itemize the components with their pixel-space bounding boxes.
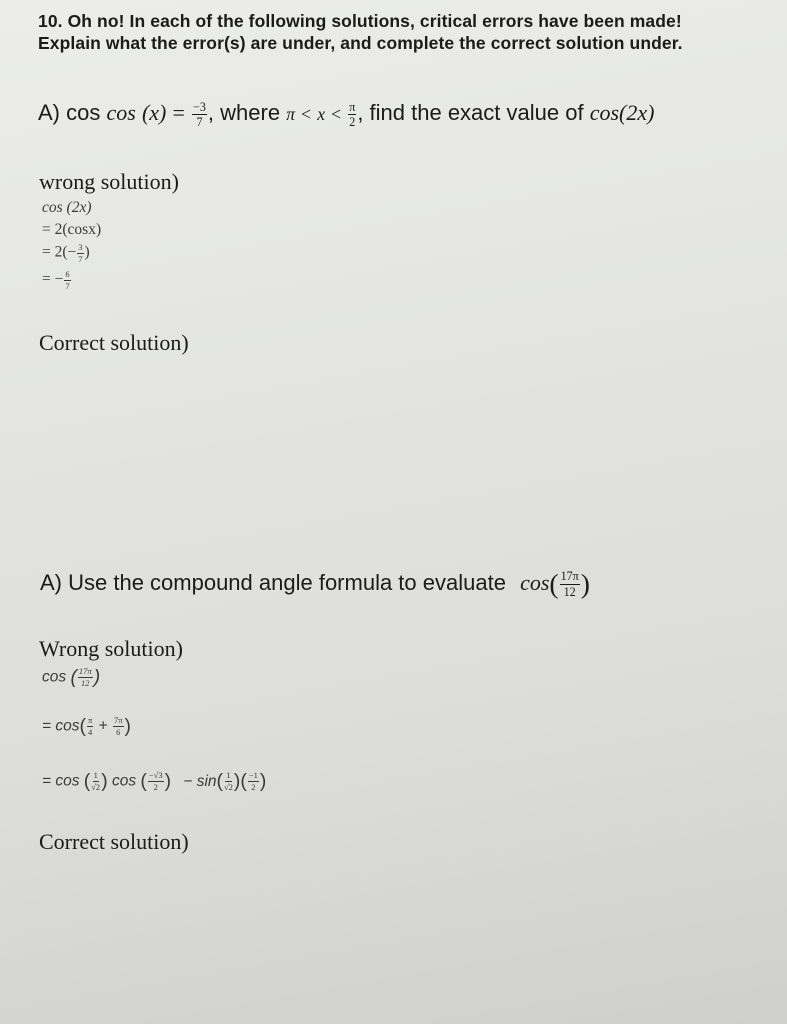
fraction-denominator: 7 xyxy=(196,114,203,129)
part-a1-value-fraction xyxy=(192,101,207,128)
fraction-numerator: π xyxy=(87,715,93,726)
paren-open: ( xyxy=(240,770,247,792)
part-a1-wrong-label: wrong solution) xyxy=(39,169,179,194)
step-fraction xyxy=(224,771,233,791)
fraction-numerator: 6 xyxy=(65,269,70,279)
paren-open: ( xyxy=(83,770,91,792)
fraction-numerator: 17π xyxy=(78,666,92,677)
part-a1-fn: cos xyxy=(106,100,136,125)
step-fn: − sin xyxy=(183,772,217,790)
step-fraction xyxy=(148,771,164,791)
part-a1-wrong-step4 xyxy=(42,270,72,290)
fraction-numerator: 3 xyxy=(78,242,83,252)
question-header-line2: Explain what the error(s) are under, and complete the correct solution under. xyxy=(38,33,683,53)
part-a2-arg-fraction xyxy=(560,570,580,597)
part-a1-pi: π xyxy=(286,104,296,124)
part-a1-correct-label: Correct solution) xyxy=(39,330,189,355)
part-a1-question xyxy=(38,100,654,128)
step-text: = cos xyxy=(42,772,80,790)
question-header-line1: 10. Oh no! In each of the following solutions, critical errors have been made! xyxy=(38,11,682,31)
fraction-numerator: π xyxy=(349,99,356,114)
part-a2-wrong-step1 xyxy=(42,666,100,689)
paren-open: ( xyxy=(216,770,223,792)
part-a2-wrong-label: Wrong solution) xyxy=(39,636,183,661)
part-a2-label: A) Use the compound angle formula to evaluate xyxy=(40,569,506,595)
fraction-numerator: 17π xyxy=(560,569,579,584)
paren-close: ) xyxy=(164,770,172,792)
part-a1-lt2: < xyxy=(331,104,342,124)
fraction-numerator: −√3 xyxy=(148,770,163,781)
fraction-denominator: 2 xyxy=(251,782,256,792)
paren-close: ) xyxy=(93,666,101,688)
paren-close: ) xyxy=(580,568,590,599)
step-fraction xyxy=(64,270,70,290)
step-fraction xyxy=(113,716,124,736)
part-a1-bound-fraction xyxy=(348,101,356,128)
fraction-denominator: 7 xyxy=(65,280,70,291)
step-fraction xyxy=(248,771,259,791)
part-a2-wrong-step3 xyxy=(42,770,266,793)
paren-open: ( xyxy=(140,770,147,792)
step-fn: cos xyxy=(42,668,67,686)
paren-close: ) xyxy=(101,770,108,792)
fraction-numerator: 1 xyxy=(226,770,231,781)
fraction-denominator: √2 xyxy=(223,782,233,792)
part-a1-wrong-step2: = 2(cosx) xyxy=(42,221,102,238)
paren-close: ) xyxy=(233,770,241,792)
part-a1-label: A) cos xyxy=(38,100,101,125)
part-a1-find: , find the exact value of xyxy=(357,100,584,125)
paren-open: ( xyxy=(549,568,559,599)
fraction-denominator: 2 xyxy=(153,782,158,792)
paren-close: ) xyxy=(124,715,131,737)
part-a1-lt1: < xyxy=(301,104,312,124)
fraction-numerator: −1 xyxy=(248,770,258,781)
step-text: = 2(− xyxy=(42,243,77,261)
part-a1-where: , where xyxy=(207,100,281,125)
fraction-numerator: 1 xyxy=(93,770,98,781)
paren-open: ( xyxy=(70,666,77,688)
part-a2-question xyxy=(40,568,590,600)
part-a1-wrong-step3 xyxy=(42,243,90,263)
part-a2-wrong-step2 xyxy=(42,715,131,738)
part-a1-wrong-step1: cos (2x) xyxy=(42,199,92,216)
plus-sign: + xyxy=(98,717,108,735)
part-a2-correct-label: Correct solution) xyxy=(39,829,189,854)
step-fraction xyxy=(78,667,93,687)
step-text: = − xyxy=(42,270,64,288)
step-fraction xyxy=(91,771,100,791)
part-a1-eq: = xyxy=(172,100,185,125)
paren-open: ( xyxy=(79,715,86,737)
part-a1-target: cos(2x) xyxy=(589,100,655,125)
step-fraction xyxy=(77,243,83,263)
fraction-denominator: 7 xyxy=(78,253,83,264)
part-a1-arg: (x) xyxy=(141,100,167,125)
part-a2-fn: cos xyxy=(520,569,550,595)
fraction-denominator: 6 xyxy=(116,727,121,737)
fraction-denominator: 12 xyxy=(81,678,90,688)
fraction-denominator: 12 xyxy=(563,584,576,599)
step-text: ) xyxy=(84,243,90,261)
fraction-denominator: 4 xyxy=(87,727,93,737)
paren-close: ) xyxy=(259,770,267,792)
step-fraction xyxy=(87,716,93,736)
fraction-numerator: −3 xyxy=(193,99,206,114)
step-fn: cos xyxy=(111,772,137,790)
fraction-numerator: 7π xyxy=(113,715,123,726)
part-a1-x: x xyxy=(317,104,326,124)
fraction-denominator: 2 xyxy=(349,114,356,129)
step-text: = cos xyxy=(42,717,80,735)
fraction-denominator: √2 xyxy=(91,782,101,792)
